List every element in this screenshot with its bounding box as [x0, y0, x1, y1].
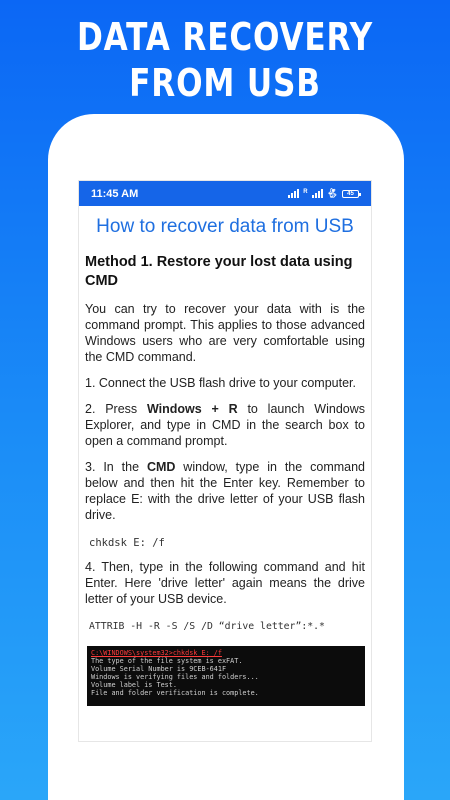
signal-icon-2: [312, 189, 323, 198]
battery-icon: [342, 190, 359, 198]
battery-level: 45: [347, 190, 354, 197]
terminal-line: The type of the file system is exFAT.: [91, 657, 243, 665]
intro-paragraph: You can try to recover your data with is the command prompt. This applies to those advanced Windows users who are very comfortable using the CMD command.: [85, 302, 365, 364]
status-time: 11:45 AM: [91, 187, 139, 200]
page-title: How to recover data from USB: [96, 216, 354, 237]
article-content: [79, 216, 371, 706]
signal-icon: [288, 189, 299, 198]
step-1: 1. Connect the USB flash drive to your computer.: [85, 376, 356, 390]
network-type: R: [303, 188, 308, 195]
terminal-line: Windows is verifying files and folders...: [91, 673, 259, 681]
command-attrib: ATTRIB -H -R -S /S /D “drive letter”:*.*: [89, 621, 325, 632]
status-bar: [79, 181, 371, 206]
terminal-screenshot: [87, 646, 365, 706]
command-chkdsk: chkdsk E: /f: [89, 537, 165, 549]
keyboard-shortcut: Windows + R: [146, 402, 238, 416]
method-heading: Method 1. Restore your lost data using CMD: [85, 254, 353, 289]
step-2: 2. Press Windows + R to launch Windows Explorer, and type in CMD in the search box to open a command prompt.: [85, 402, 366, 448]
promo-title-line2: FROM USB: [129, 61, 321, 105]
cmd-label: CMD: [146, 460, 176, 474]
promo-title: [41, 14, 410, 106]
terminal-line: File and folder verification is complete.: [91, 689, 259, 697]
promo-title-line1: DATA RECOVERY: [76, 15, 374, 59]
bunny-icon: 🐇︎: [326, 188, 338, 198]
terminal-line: Volume label is Test.: [91, 681, 177, 689]
status-icons: [288, 188, 359, 199]
terminal-line: Volume Serial Number is 9CEB-641F: [91, 665, 227, 673]
step-3: 3. In the CMD window, type in the command below and then hit the Enter key. Remember to replace E: with the drive letter of your USB flash drive.: [85, 460, 365, 522]
step-4: 4. Then, type in the following command and hit Enter. Here 'drive letter' again means the drive letter of your USB device.: [85, 560, 365, 606]
terminal-prompt: C:\WINDOWS\system32>chkdsk E: /f: [91, 649, 222, 657]
phone-screen: [79, 181, 371, 741]
